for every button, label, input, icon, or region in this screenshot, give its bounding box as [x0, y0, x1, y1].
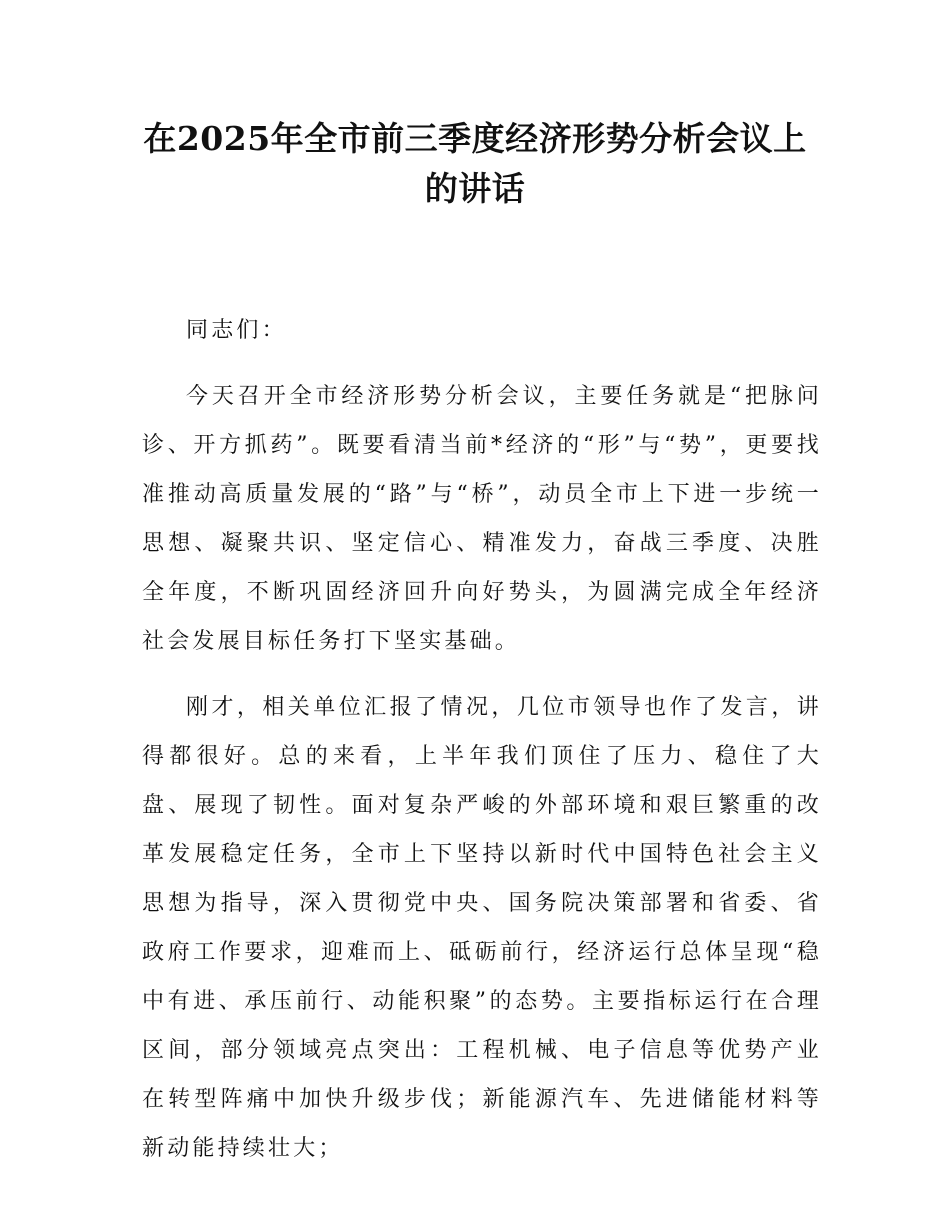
title-line-2: 的讲话: [424, 169, 526, 208]
document-body: [142, 306, 822, 1173]
title-line-1: 在2025年全市前三季度经济形势分析会议上: [143, 119, 807, 158]
document-title: [120, 114, 830, 214]
paragraph-opening: 今天召开全市经济形势分析会议，主要任务就是“把脉问诊、开方抓药”。既要看清当前*经济的“形”与“势”，更要找准推动高质量发展的“路”与“桥”，动员全市上下进一步统一思想、凝聚共识、坚定信心、精准发力，奋战三季度、决胜全年度，不断巩固经济回升向好势头，为圆满完成全年经济社会发展目标任务打下坚实基础。: [142, 384, 822, 654]
salutation: 同志们：: [186, 318, 287, 343]
paragraph-review: 刚才，相关单位汇报了情况，几位市领导也作了发言，讲得都很好。总的来看，上半年我们顶住了压力、稳住了大盘、展现了韧性。面对复杂严峻的外部环境和艰巨繁重的改革发展稳定任务，全市上下坚持以新时代中国特色社会主义思想为指导，深入贯彻党中央、国务院决策部署和省委、省政府工作要求，迎难而上、砥砺前行，经济运行总体呈现“稳中有进、承压前行、动能积聚”的态势。主要指标运行在合理区间，部分领域亮点突出：工程机械、电子信息等优势产业在转型阵痛中加快升级步伐；新能源汽车、先进储能材料等新动能持续壮大；: [142, 695, 822, 1161]
